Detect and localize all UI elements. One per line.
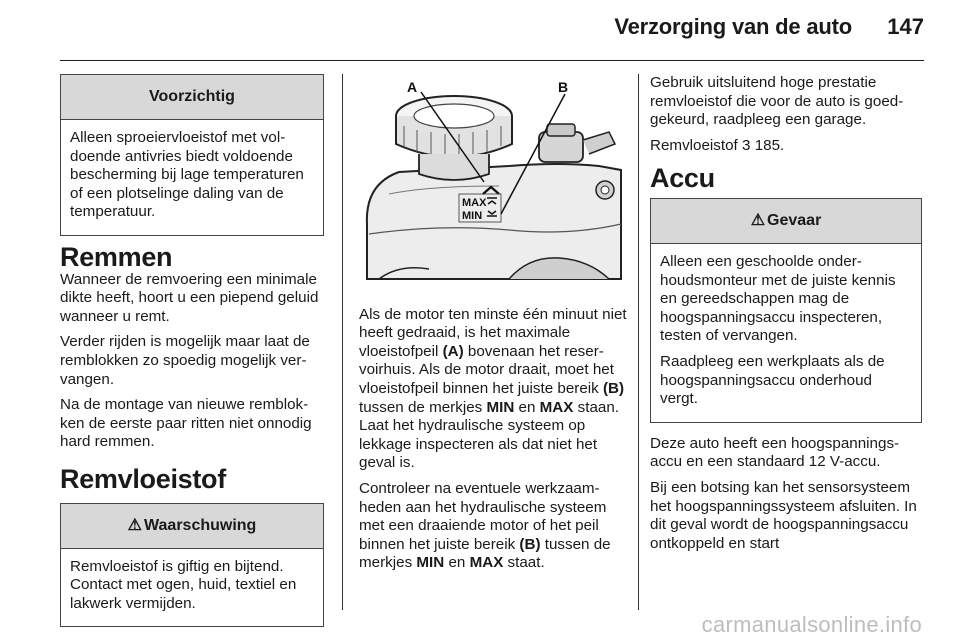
danger-paragraph-2: Raadpleeg een werkplaats als de hoogspanningsaccu onderhoud vergt. xyxy=(660,352,885,408)
danger-box xyxy=(650,198,922,423)
column-divider-1 xyxy=(342,74,343,610)
warning-title: Waarschuwing xyxy=(144,516,257,534)
brakes-paragraph-2: Verder rijden is mogelijk maar laat de remblokken zo spoedig mogelijk vervangen. xyxy=(60,333,310,388)
page-title: Verzorging van de auto xyxy=(614,14,852,39)
warning-header xyxy=(61,504,323,549)
max-mark-label: MAX xyxy=(462,197,487,209)
battery-paragraph-2: Bij een botsing kan het sensorsysteem het hoogspanningssysteem afsluiten. In dit geval wordt de hoogspanningsaccu ontkoppeld en start xyxy=(650,478,917,552)
column-1 xyxy=(60,74,324,639)
battery-heading: Accu xyxy=(650,163,715,194)
arrow-reference-icon: 3 xyxy=(742,136,751,154)
brakes-heading: Remmen xyxy=(60,241,173,272)
fluid-level-paragraph: Als de motor ten minste één minuut niet heeft gedraaid, is het maximale vloeistofpeil (A) bovenaan het reservoirhuis. Als de motor draait, moet het vloeistofpeil binnen het juiste bereik (B) tussen de merkjes MIN en MAX staan. Laat het hydraulische systeem op lekkage inspecteren als dat niet het geval is. xyxy=(359,305,627,472)
column-2 xyxy=(359,74,627,580)
figure-label-b: B xyxy=(558,79,569,95)
figure-label-a: A xyxy=(407,79,418,95)
min-mark-label: MIN xyxy=(462,210,483,222)
hydraulic-check-paragraph: Controleer na eventuele werkzaamheden aan het hydraulische systeem met een draaiende motor of het peil binnen het juiste bereik (B) tussen de merkjes MIN en MAX staat. xyxy=(359,479,611,572)
danger-header xyxy=(651,199,921,244)
caution-text: Alleen sproeiervloeistof met voldoende antivries biedt voldoende bescherming bij lage temperaturen of een plotselinge daling van de temperatuur. xyxy=(70,129,304,221)
warning-box xyxy=(60,503,324,628)
header-divider xyxy=(60,60,924,61)
column-divider-2 xyxy=(638,74,639,610)
warning-triangle-icon: ⚠ xyxy=(750,211,766,229)
battery-paragraph-1: Deze auto heeft een hoogspanningsaccu en een standaard 12 V-accu. xyxy=(650,434,900,471)
page-number: 147 xyxy=(887,14,924,39)
fluid-type-paragraph: Gebruik uitsluitend hoge prestatie remvloeistof die voor de auto is goedgekeurd, raadpleeg een garage. xyxy=(650,74,904,129)
brakes-paragraph-1: Wanneer de remvoering een minimale dikte heeft, hoort u een piepend geluid wanneer u remt. xyxy=(60,270,319,325)
warning-triangle-icon: ⚠ xyxy=(127,516,143,534)
caution-title: Voorzichtig xyxy=(61,75,323,120)
column-3 xyxy=(650,74,922,560)
danger-title: Gevaar xyxy=(767,211,822,229)
brakes-paragraph-3: Na de montage van nieuwe remblokken de eerste paar ritten niet onnodig hard remmen. xyxy=(60,396,312,451)
warning-text: Remvloeistof is giftig en bijtend. Contact met ogen, huid, textiel en lakwerk vermijden. xyxy=(70,557,297,612)
caution-box xyxy=(60,74,324,236)
brake-fluid-heading: Remvloeistof xyxy=(60,463,226,494)
watermark: carmanualsonline.info xyxy=(701,612,922,637)
danger-paragraph-1: Alleen een geschoolde onderhoudsmonteur met de juiste kennis en gereedschappen mag de hoogspanningsaccu inspecteren, testen of vervangen. xyxy=(660,252,896,345)
fluid-reference: Remvloeistof 3 185. xyxy=(650,136,785,154)
brake-fluid-reservoir-figure xyxy=(359,74,627,286)
